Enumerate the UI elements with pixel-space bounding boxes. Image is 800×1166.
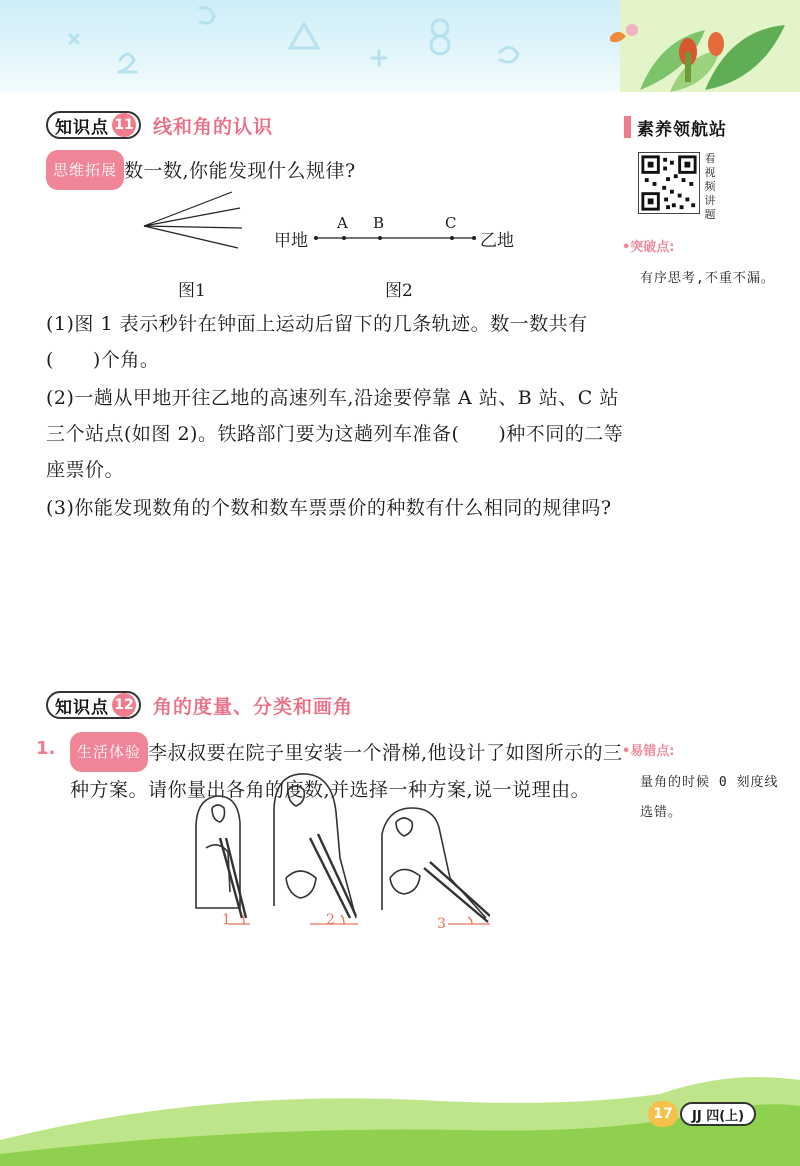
thinking-extension-tag: 思维拓展 bbox=[46, 150, 124, 190]
place-yi: 乙地 bbox=[480, 231, 514, 251]
slide-question-text: 李叔叔要在院子里安装一个滑梯,他设计了如图所示的三种方案。请你量出各角的度数,并选择一种方案,说一说理由。 bbox=[70, 742, 623, 801]
page-number: 17 bbox=[648, 1101, 678, 1127]
leaf-decoration bbox=[610, 0, 800, 92]
figure-1-caption: 图1 bbox=[178, 281, 206, 301]
knowledge-point-11-heading bbox=[46, 110, 273, 140]
prompt-text: 数一数,你能发现什么规律? bbox=[124, 160, 356, 182]
knowledge-point-badge bbox=[46, 691, 141, 719]
point-yi bbox=[472, 236, 476, 240]
slide-designs-figure bbox=[190, 768, 490, 938]
breakthrough-text: 有序思考,不重不漏。 bbox=[640, 271, 775, 286]
place-jia: 甲地 bbox=[274, 231, 308, 251]
sidebar-title-text: 素养领航站 bbox=[637, 119, 727, 140]
station-b-label: B bbox=[373, 214, 385, 232]
life-experience-tag: 生活体验 bbox=[70, 732, 148, 772]
slide-design-3 bbox=[382, 808, 490, 922]
slide-design-1 bbox=[196, 796, 246, 918]
figure-2-caption: 图2 bbox=[385, 281, 413, 301]
page-badge bbox=[648, 1101, 756, 1127]
point-a bbox=[342, 236, 346, 240]
video-explanation-label: 看视频讲题 bbox=[704, 152, 716, 221]
question-1: (1)图 1 表示秒针在钟面上运动后留下的几条轨迹。数一数共有( )个角。 bbox=[46, 313, 588, 371]
ray-2 bbox=[144, 208, 240, 226]
question-3: (3)你能发现数角的个数和数车票票价的种数有什么相同的规律吗? bbox=[46, 497, 612, 519]
knowledge-point-badge bbox=[46, 111, 141, 139]
slide-design-2 bbox=[274, 774, 356, 918]
breakthrough-label: •突破点: bbox=[622, 240, 675, 255]
angle-1-label: 1 bbox=[222, 912, 231, 928]
qr-code-icon[interactable] bbox=[638, 152, 700, 214]
footer-decoration bbox=[0, 1030, 800, 1166]
station-c-label: C bbox=[445, 214, 457, 232]
knowledge-point-label: 知识点 bbox=[55, 117, 109, 138]
point-b bbox=[378, 236, 382, 240]
knowledge-point-12-heading bbox=[46, 690, 353, 720]
question-2: (2)一趟从甲地开往乙地的高速列车,沿途要停靠 A 站、B 站、C 站三个站点(如图 2)。铁路部门要为这趟列车准备( )种不同的二等座票价。 bbox=[46, 387, 624, 481]
point-c bbox=[450, 236, 454, 240]
figure-1-rays bbox=[140, 188, 250, 258]
knowledge-point-title: 线和角的认识 bbox=[153, 115, 274, 138]
sidebar-title bbox=[624, 114, 727, 140]
angle-2-label: 2 bbox=[326, 912, 335, 928]
point-jia bbox=[314, 236, 318, 240]
ray-1 bbox=[144, 192, 232, 226]
question-number: 1. bbox=[36, 738, 56, 759]
knowledge-point-number: 12 bbox=[112, 693, 136, 717]
knowledge-point-title: 角的度量、分类和画角 bbox=[153, 695, 354, 718]
ray-3 bbox=[144, 226, 242, 228]
angle-3-label: 3 bbox=[437, 916, 446, 932]
mistake-label: •易错点: bbox=[622, 744, 675, 759]
station-a-label: A bbox=[337, 214, 348, 232]
book-label: JJ 四(上) bbox=[680, 1102, 756, 1126]
mistake-text: 量角的时候 0 刻度线选错。 bbox=[640, 775, 779, 820]
knowledge-point-label: 知识点 bbox=[55, 697, 109, 718]
knowledge-point-number: 11 bbox=[112, 113, 136, 137]
sidebar-flag-icon bbox=[624, 116, 631, 138]
thinking-extension-prompt bbox=[46, 150, 626, 190]
ray-4 bbox=[144, 226, 238, 248]
